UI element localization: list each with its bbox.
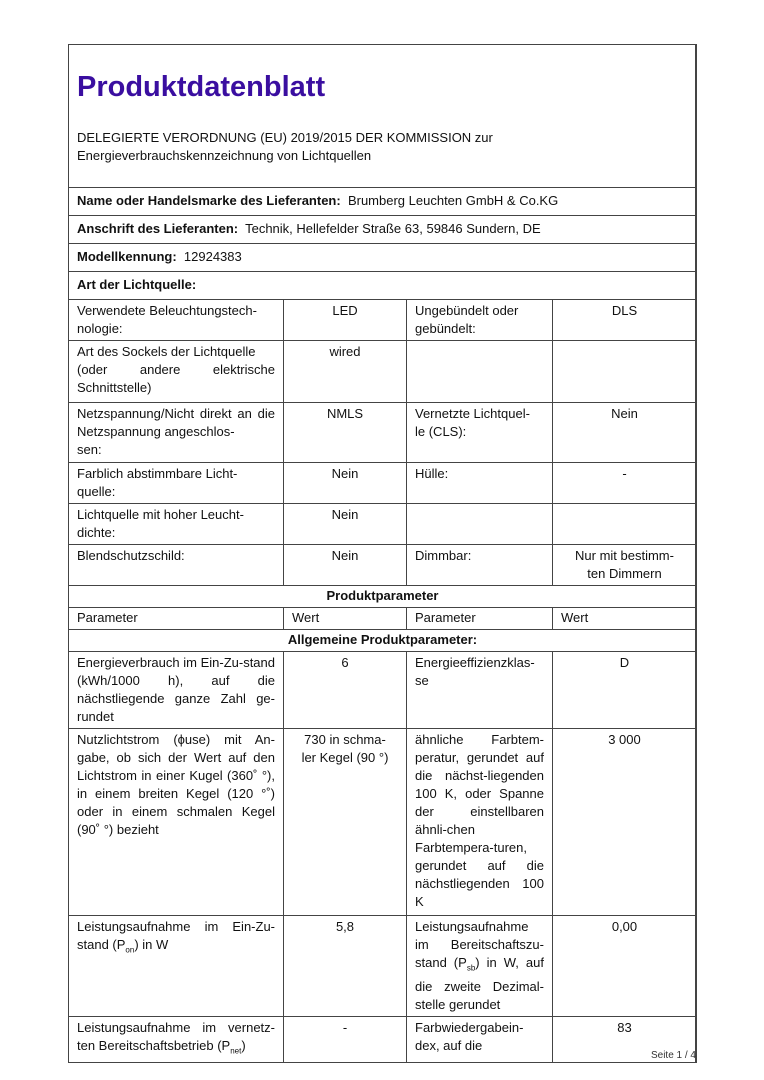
column-header: Wert <box>284 608 407 630</box>
param-label: Leistungsaufnahme im vernetz-ten Bereitschaftsbetrieb $(P_{net})$ <box>69 1016 284 1063</box>
datasheet-table <box>68 44 697 1063</box>
param-value: 6 <box>284 652 407 729</box>
param-value: D <box>553 652 697 729</box>
supplier-address-value: Technik, Hellefelder Straße 63, 59846 Sundern, DE <box>245 221 541 236</box>
column-header-row <box>69 608 697 630</box>
type-value <box>553 504 697 545</box>
type-value: Nur mit bestimm- ten Dimmern <box>553 545 697 586</box>
product-params-heading <box>69 586 697 608</box>
light-source-type-heading <box>69 272 697 300</box>
param-value: - <box>284 1016 407 1063</box>
supplier-name-row <box>69 188 697 216</box>
type-label: Farblich abstimmbare Licht- quelle: <box>69 463 284 504</box>
param-label: Leistungsaufnahme im Bereitschaftszu-stand $(P_{sb})$ in W, auf die zweite Dezimal-stelle gerundet <box>407 916 553 1017</box>
type-label: Lichtquelle mit hoher Leucht- dichte: <box>69 504 284 545</box>
type-value <box>553 341 697 403</box>
param-label: Leistungsaufnahme im Ein-Zu-stand $(P_{on})$ in W <box>69 916 284 1017</box>
type-label: Vernetzte Lichtquel- le (CLS): <box>407 403 553 463</box>
param-row <box>69 1016 697 1063</box>
type-row <box>69 504 697 545</box>
type-value: Nein <box>284 504 407 545</box>
param-label: Energieverbrauch im Ein-Zu-stand (kWh/1000 h), auf die nächstliegende ganze Zahl ge-rundet <box>69 652 284 729</box>
param-value: 0,00 <box>553 916 697 1017</box>
param-label: Farbwiedergabein-dex, auf die <box>407 1016 553 1063</box>
type-row <box>69 341 697 403</box>
product-params-heading-text: Produktparameter <box>326 588 439 603</box>
param-row <box>69 729 697 916</box>
type-value: Nein <box>284 545 407 586</box>
type-value: - <box>553 463 697 504</box>
light-source-type-label: Art der Lichtquelle: <box>77 277 197 292</box>
type-label: Ungebündelt oder gebündelt: <box>407 300 553 341</box>
model-label: Modellkennung: <box>77 249 177 264</box>
type-row <box>69 545 697 586</box>
type-value: DLS <box>553 300 697 341</box>
supplier-name-value: Brumberg Leuchten GmbH & Co.KG <box>347 193 559 208</box>
column-header: Parameter <box>407 608 553 630</box>
supplier-address-row <box>69 216 697 244</box>
param-label: ähnliche Farbtem-peratur, gerundet auf die nächst-liegenden 100 K, oder Spanne der einstellbaren ähnli-chen Farbtempera-turen, gerundet auf die nächstliegenden 100 K <box>407 729 553 916</box>
datasheet <box>68 44 696 1063</box>
type-label: Verwendete Beleuchtungstech- nologie: <box>69 300 284 341</box>
type-value: Nein <box>553 403 697 463</box>
type-row <box>69 463 697 504</box>
param-value: 83 <box>553 1016 697 1063</box>
type-value: Nein <box>284 463 407 504</box>
param-value: 5,8 <box>284 916 407 1017</box>
type-label: Art des Sockels der Lichtquelle (oder andere elektrische Schnittstelle) <box>69 341 284 403</box>
page-number: Seite 1 / 4 <box>650 1050 696 1061</box>
type-label: Netzspannung/Nicht direkt an die Netzspannung angeschlos- sen: <box>69 403 284 463</box>
page-title: Produktdatenblatt <box>77 71 326 103</box>
type-label: Dimmbar: <box>407 545 553 586</box>
model-row <box>69 244 697 272</box>
header-cell <box>69 45 697 188</box>
column-header: Parameter <box>69 608 284 630</box>
param-value: 730 in schma- ler Kegel (90 °) <box>284 729 407 916</box>
column-header: Wert <box>553 608 697 630</box>
regulation-subtitle: DELEGIERTE VERORDNUNG (EU) 2019/2015 DER KOMMISSION zur Energieverbrauchskennzeichnung von Lichtquellen <box>77 130 493 163</box>
type-value: wired <box>284 341 407 403</box>
type-label <box>407 504 553 545</box>
type-label <box>407 341 553 403</box>
param-label: Energieeffizienzklas-se <box>407 652 553 729</box>
supplier-name-label: Name oder Handelsmarke des Lieferanten: <box>77 193 341 208</box>
param-label: Nutzlichtstrom (ϕuse) mit An-gabe, ob sich der Wert auf den Lichtstrom in einer Kugel (360˚ °), in einem breiten Kegel (120 °˚) oder in einem schmalen Kegel (90˚ °) bezieht <box>69 729 284 916</box>
type-label: Blendschutzschild: <box>69 545 284 586</box>
type-row <box>69 300 697 341</box>
param-value: 3 000 <box>553 729 697 916</box>
general-params-heading-text: Allgemeine Produktparameter: <box>287 632 478 647</box>
type-value: NMLS <box>284 403 407 463</box>
model-value: 12924383 <box>183 249 242 264</box>
general-params-heading <box>69 630 697 652</box>
type-label: Hülle: <box>407 463 553 504</box>
type-value: LED <box>284 300 407 341</box>
supplier-address-label: Anschrift des Lieferanten: <box>77 221 239 236</box>
param-row <box>69 916 697 1017</box>
type-row <box>69 403 697 463</box>
param-row <box>69 652 697 729</box>
